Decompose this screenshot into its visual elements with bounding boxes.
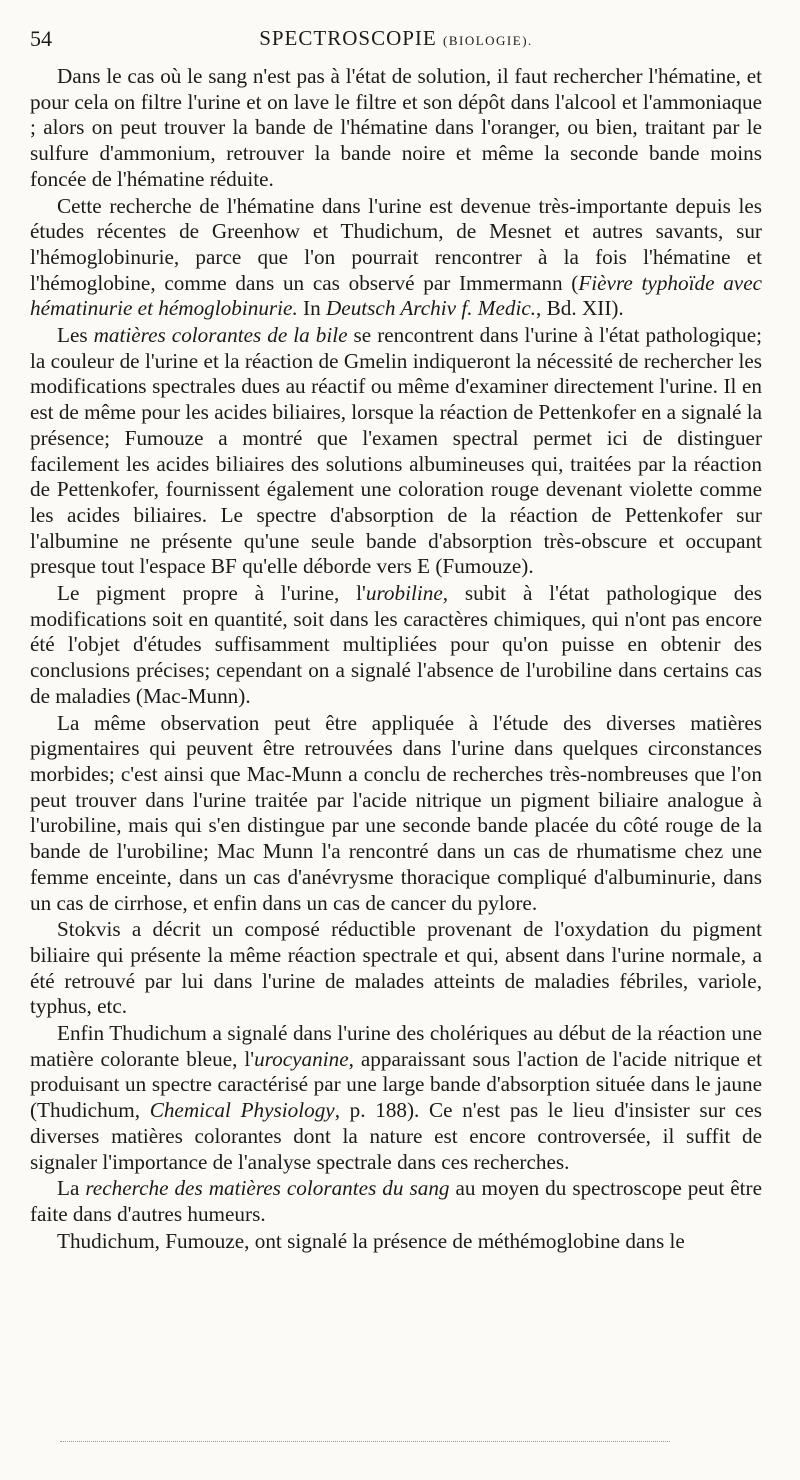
text-run: au moyen du spectroscope peut être faite dans d'autres humeurs. xyxy=(30,1176,762,1226)
text-run: Stokvis a décrit un composé réductible provenant de l'oxydation du pigment biliaire qui présente la même réaction spectrale et qui, absent dans l'urine normale, a été retrouvé par lui dans l'urine de malades atteints de maladies fébriles, variole, typhus, etc. xyxy=(30,917,762,1019)
footer-rule xyxy=(60,1441,670,1443)
running-title xyxy=(30,26,762,51)
text-run: La même observation peut être appliquée à l'étude des diverses matières pigmentaires qui peuvent être retrouvées dans l'urine dans quelques circonstances morbides; c'est ainsi que Mac-Munn a conclu de recherches très-nombreuses que l'on peut trouver dans l'urine traitée par l'acide nitrique un pigment biliaire analogue à l'urobiline, mais qui s'en distingue par une seconde bande placée du côté rouge de la bande de l'urobiline; Mac Munn l'a rencontré dans un cas de rhumatisme chez une femme enceinte, dans un cas d'anévrysme thoracique compliqué d'albuminurie, dans un cas de cirrhose, et enfin dans un cas de cancer du pylore. xyxy=(30,710,762,915)
paragraph xyxy=(30,917,762,1020)
italic-run: urobiline xyxy=(365,581,443,606)
text-run: Le pigment propre à l'urine, l' xyxy=(57,581,366,606)
paragraph xyxy=(30,581,762,710)
text-run: In xyxy=(297,296,326,321)
paragraph xyxy=(30,1229,762,1255)
text-run: , p. 188). Ce n'est pas le lieu d'insister sur ces diverses matières colorantes dont la nature est encore controversée, il suffit de signaler l'importance de l'analyse spectrale dans ces recherches. xyxy=(30,1098,762,1174)
italic-run: Chemical Physiology xyxy=(149,1098,335,1123)
text-run: Thudichum, Fumouze, ont signalé la présence de méthémoglobine dans le xyxy=(57,1228,685,1253)
page-body xyxy=(30,64,762,1255)
text-run: , apparaissant sous l'action de l'acide nitrique et produisant un spectre caractérisé par une large bande d'absorption située dans le jaune (Thudichum, xyxy=(30,1046,762,1123)
italic-run: Deutsch Archiv f. Medic. xyxy=(326,296,537,321)
paragraph xyxy=(30,323,762,580)
running-title-subtitle: (BIOLOGIE). xyxy=(443,33,533,48)
text-run: Les xyxy=(57,323,94,348)
paragraph xyxy=(30,64,762,193)
running-title-main: SPECTROSCOPIE xyxy=(259,26,437,50)
text-run: Enfin Thudichum a signalé dans l'urine des cholériques au début de la réaction une matière colorante bleue, l' xyxy=(30,1021,762,1071)
text-run: , Bd. XII). xyxy=(536,296,624,321)
text-run: Dans le cas où le sang n'est pas à l'état de solution, il faut rechercher l'hématine, et pour cela on filtre l'urine et on lave le filtre et son dépôt dans l'alcool et l'ammoniaque ; alors on peut trouver la bande de l'hématine dans l'oranger, ou bien, traitant par le sulfure d'ammonium, retrouver la bande noire et même la seconde bande moins foncée de l'hématine réduite. xyxy=(30,64,762,191)
paragraph xyxy=(30,1021,762,1175)
paragraph xyxy=(30,1176,762,1227)
italic-run: matières colorantes de la bile xyxy=(93,323,348,348)
paragraph xyxy=(30,194,762,323)
text-run: Cette recherche de l'hématine dans l'urine est devenue très-importante depuis les études récentes de Greenhow et Thudichum, de Mesnet et autres savants, sur l'hémoglobinurie, parce que l'on pourrait rencontrer à la fois l'hématine et l'hémoglobine, comme dans un cas observé par Immermann ( xyxy=(30,193,762,295)
italic-run: urocyanine xyxy=(254,1046,349,1071)
page-header xyxy=(30,26,762,60)
text-run: , subit à l'état pathologique des modifications soit en quantité, soit dans les caractères chimiques, qui n'ont pas encore été l'objet d'études suffisamment multipliées pour qu'on puisse en obtenir des conclusions précises; cependant on a signalé l'absence de l'urobiline dans certains cas de maladies (Mac-Munn). xyxy=(30,581,762,708)
text-run: La xyxy=(57,1176,86,1201)
italic-run: Fièvre typhoïde avec hématinurie et hémoglobinurie. xyxy=(30,270,762,321)
italic-run: recherche des matières colorantes du sang xyxy=(85,1176,450,1201)
paragraph xyxy=(30,711,762,917)
text-run: se rencontrent dans l'urine à l'état pathologique; la couleur de l'urine et la réaction de Gmelin indiqueront la nécessité de rechercher les modifications spectrales dues au réactif ou même d'examiner directement l'urine. Il en est de même pour les acides biliaires, lorsque la réaction de Pettenkofer en a signalé la présence; Fumouze a montré que l'examen spectral permet ici de distinguer facilement les acides biliaires des solutions albumineuses qui, traitées par la réaction de Pettenkofer, fournissent également une coloration rouge devenant violette comme les acides biliaires. Le spectre d'absorption de la réaction de Pettenkofer sur l'albumine ne présente qu'une seule bande d'absorption très-obscure et occupant presque tout l'espace BF qu'elle déborde vers E (Fumouze). xyxy=(30,323,762,579)
page-number: 54 xyxy=(30,26,52,51)
